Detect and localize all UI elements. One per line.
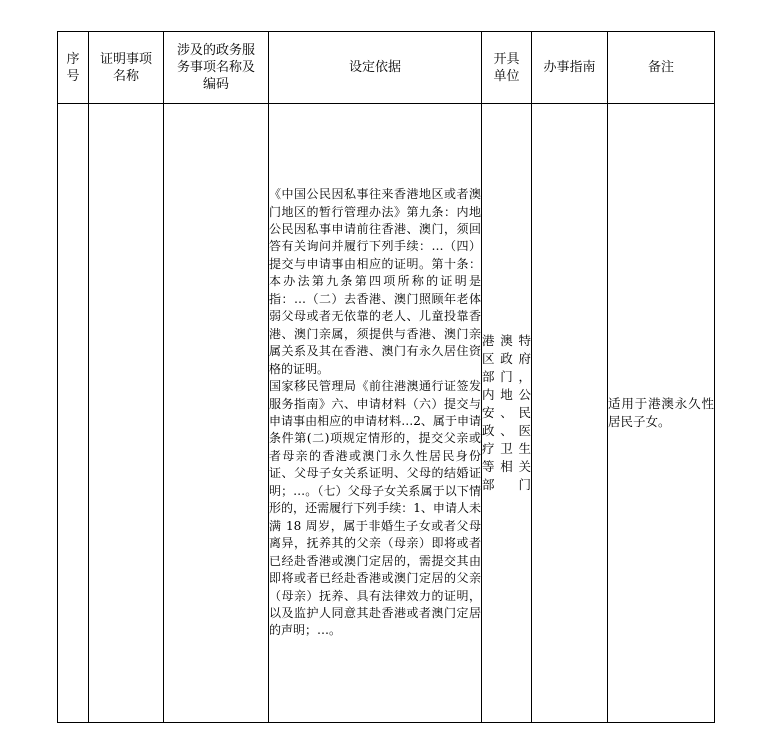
certification-table [57, 31, 715, 723]
cell-cert-name [89, 104, 164, 723]
table-row [58, 104, 715, 723]
header-basis: 设定依据 [269, 32, 482, 104]
cell-basis: 《中国公民因私事往来香港地区或者澳门地区的暂行管理办法》第九条：内地公民因私事申请前往香港、澳门，须回答有关询问并履行下列手续：…（四）提交与申请事由相应的证明。第十条：本办法第九条第四项所称的证明是指：…（二）去香港、澳门照顾年老体弱父母或者无依靠的老人、儿童投靠香港、澳门亲属，须提供与香港、澳门亲属关系及其在香港、澳门有永久居住资格的证明。 国家移民管理局《前往港澳通行证签发服务指南》六、申请材料（六）提交与申请事由相应的申请材料…2、属于申请条件第(二)项规定情形的，提交父亲或者母亲的香港或澳门永久性居民身份证、父母子女关系证明、父母的结婚证明；…。（七）父母子女关系属于以下情形的，还需履行下列手续：1、申请人未满 18 周岁，属于非婚生子女或者父母离异，抚养其的父亲（母亲）即将或者已经赴香港或澳门定居的，需提交其由即将或者已经赴香港或澳门定居的父亲（母亲）抚养、具有法律效力的证明，以及监护人同意其赴香港或者澳门定居的声明；…。 [269, 104, 482, 723]
cell-remark: 适用于港澳永久性居民子女。 [608, 104, 715, 723]
header-seq: 序 号 [58, 32, 89, 104]
cell-service [164, 104, 269, 723]
cell-issuer: 港澳特区政府部门，内地公安、民政、医疗卫生等相关部门 [482, 104, 532, 723]
header-service: 涉及的政务服 务事项名称及 编码 [164, 32, 269, 104]
header-cert-name: 证明事项 名称 [89, 32, 164, 104]
cell-seq [58, 104, 89, 723]
header-guide: 办事指南 [532, 32, 608, 104]
header-remark: 备注 [608, 32, 715, 104]
header-issuer: 开具 单位 [482, 32, 532, 104]
header-row [58, 32, 715, 104]
cell-guide [532, 104, 608, 723]
